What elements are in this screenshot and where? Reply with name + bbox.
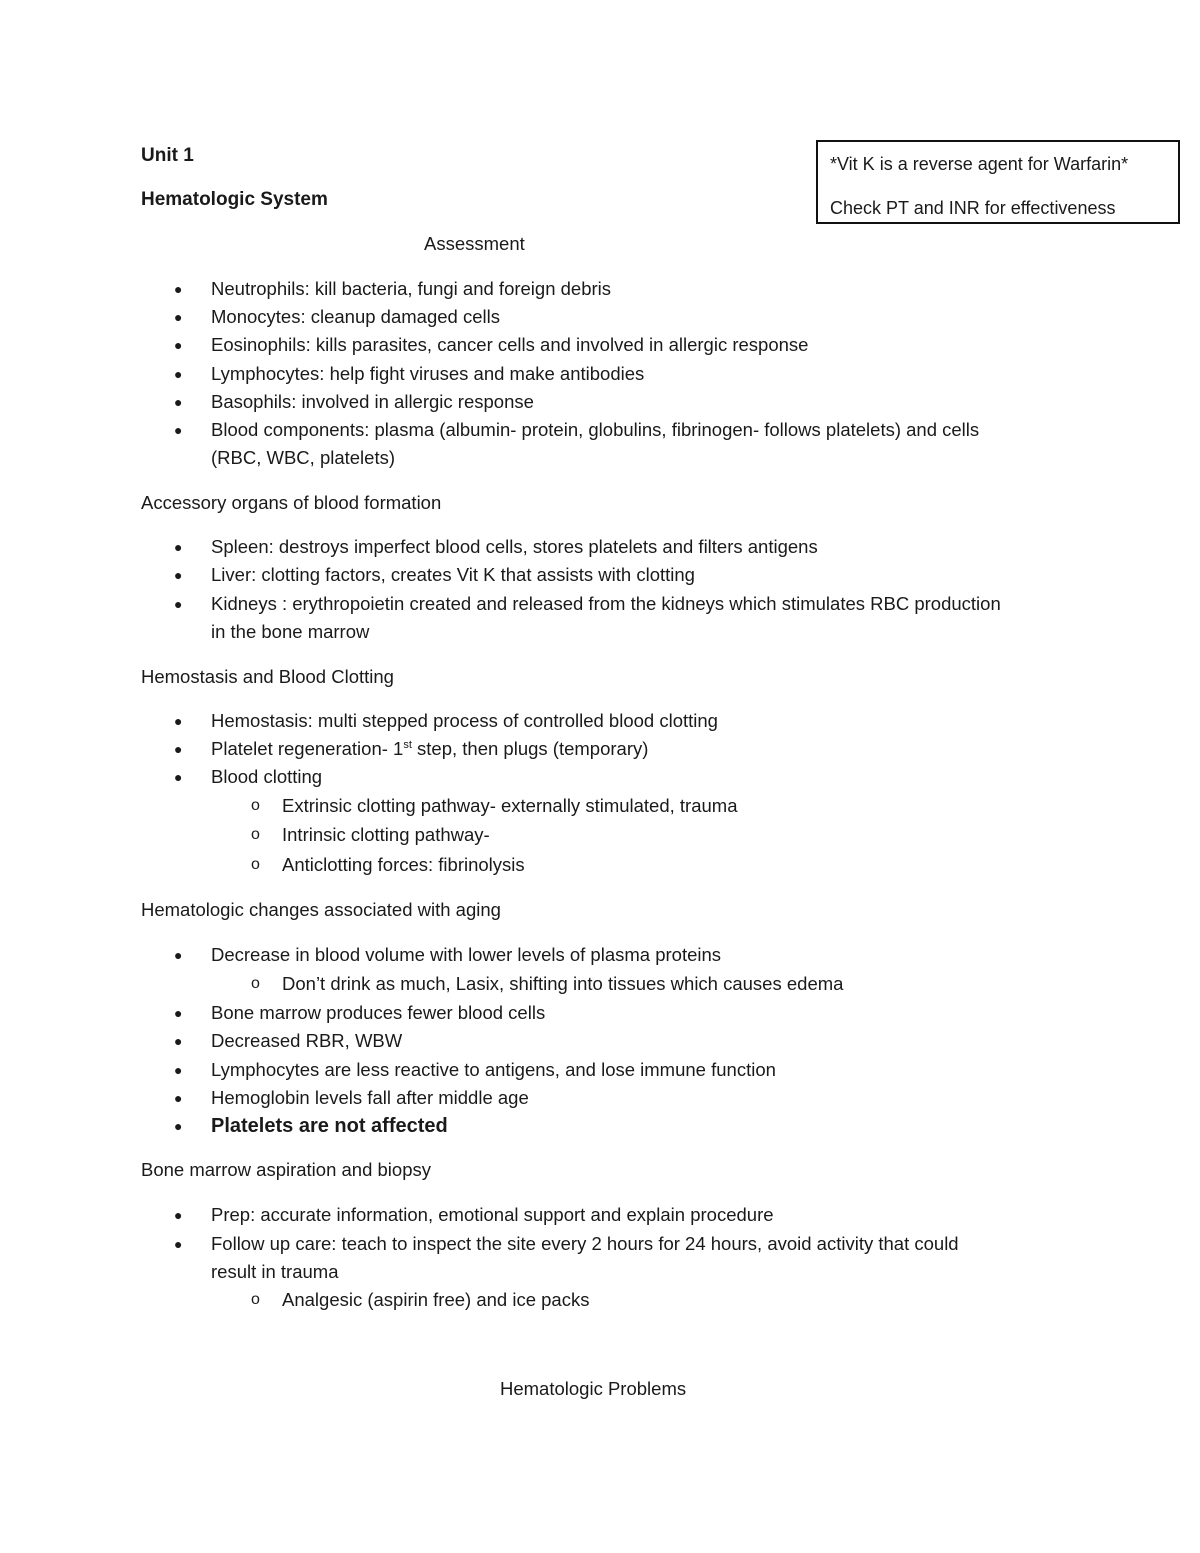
- bullet-icon: ●: [174, 366, 183, 382]
- bullet-icon: ●: [174, 741, 183, 757]
- callout-box: [816, 140, 1180, 224]
- list-item-emphasis: Platelets are not affected: [211, 1115, 448, 1137]
- list-item: Lymphocytes are less reactive to antigens, and lose immune function: [211, 1059, 776, 1080]
- sub-list-item: Intrinsic clotting pathway-: [282, 824, 490, 845]
- list-item-continuation: (RBC, WBC, platelets): [211, 447, 396, 468]
- sub-bullet-icon: o: [251, 856, 260, 873]
- list-item: Blood clotting: [211, 766, 323, 787]
- list-item: Blood components: plasma (albumin- protein, globulins, fibrinogen- follows platelets) and cells: [211, 419, 980, 440]
- bullet-icon: ●: [174, 1236, 183, 1252]
- sub-list-item: Analgesic (aspirin free) and ice packs: [282, 1289, 590, 1310]
- bullet-icon: ●: [174, 281, 183, 297]
- sub-bullet-icon: o: [251, 975, 260, 992]
- list-item: Lymphocytes: help fight viruses and make antibodies: [211, 363, 645, 384]
- list-item: Decreased RBR, WBW: [211, 1030, 403, 1051]
- bullet-icon: ●: [174, 567, 183, 583]
- callout-line-1: *Vit K is a reverse agent for Warfarin*: [830, 154, 1129, 174]
- list-item: Prep: accurate information, emotional support and explain procedure: [211, 1204, 774, 1225]
- list-item: Spleen: destroys imperfect blood cells, stores platelets and filters antigens: [211, 536, 818, 557]
- sub-bullet-icon: o: [251, 826, 260, 843]
- hemostasis-heading: Hemostasis and Blood Clotting: [141, 666, 394, 687]
- aging-heading: Hematologic changes associated with aging: [141, 899, 501, 920]
- bullet-icon: ●: [174, 394, 183, 410]
- superscript: st: [403, 738, 412, 751]
- accessory-heading: Accessory organs of blood formation: [141, 492, 442, 513]
- bullet-icon: ●: [174, 1207, 183, 1223]
- sub-bullet-icon: o: [251, 1291, 260, 1308]
- list-item: Hemoglobin levels fall after middle age: [211, 1087, 529, 1108]
- list-item: Neutrophils: kill bacteria, fungi and foreign debris: [211, 278, 612, 299]
- unit-title: Unit 1: [141, 145, 194, 166]
- biopsy-heading: Bone marrow aspiration and biopsy: [141, 1159, 431, 1180]
- list-item-continuation: result in trauma: [211, 1261, 339, 1282]
- list-item: Monocytes: cleanup damaged cells: [211, 306, 500, 327]
- system-title: Hematologic System: [141, 189, 328, 210]
- list-item: Eosinophils: kills parasites, cancer cells and involved in allergic response: [211, 334, 809, 355]
- problems-heading: Hematologic Problems: [500, 1378, 687, 1399]
- sub-list-item: Don’t drink as much, Lasix, shifting into tissues which causes edema: [282, 973, 844, 994]
- list-item: Liver: clotting factors, creates Vit K that assists with clotting: [211, 564, 695, 585]
- bullet-icon: ●: [174, 1033, 183, 1049]
- sub-bullet-icon: o: [251, 797, 260, 814]
- bullet-icon: ●: [174, 337, 183, 353]
- list-item: Decrease in blood volume with lower levels of plasma proteins: [211, 944, 722, 965]
- sub-list-item: Extrinsic clotting pathway- externally stimulated, trauma: [282, 795, 738, 816]
- list-item-text: step, then plugs (temporary): [411, 738, 649, 759]
- sub-list-item: Anticlotting forces: fibrinolysis: [282, 854, 525, 875]
- bullet-icon: ●: [174, 309, 183, 325]
- bullet-icon: ●: [174, 1005, 183, 1021]
- bullet-icon: ●: [174, 596, 183, 612]
- list-item: [211, 737, 648, 761]
- list-item-text: Platelet regeneration- 1: [211, 738, 404, 759]
- assessment-heading: Assessment: [424, 233, 525, 254]
- bullet-icon: ●: [174, 947, 183, 963]
- list-item: Basophils: involved in allergic response: [211, 391, 534, 412]
- bullet-icon: ●: [174, 713, 183, 729]
- list-item: Follow up care: teach to inspect the site every 2 hours for 24 hours, avoid activity that could: [211, 1233, 959, 1254]
- bullet-icon: ●: [174, 1118, 183, 1134]
- list-item: Bone marrow produces fewer blood cells: [211, 1002, 546, 1023]
- callout-line-2: Check PT and INR for effectiveness: [830, 198, 1116, 218]
- bullet-icon: ●: [174, 539, 183, 555]
- bullet-icon: ●: [174, 422, 183, 438]
- list-item-continuation: in the bone marrow: [211, 621, 370, 642]
- list-item: Kidneys : erythropoietin created and released from the kidneys which stimulates RBC production: [211, 593, 1001, 614]
- bullet-icon: ●: [174, 1090, 183, 1106]
- bullet-icon: ●: [174, 1062, 183, 1078]
- bullet-icon: ●: [174, 769, 183, 785]
- list-item: Hemostasis: multi stepped process of controlled blood clotting: [211, 710, 718, 731]
